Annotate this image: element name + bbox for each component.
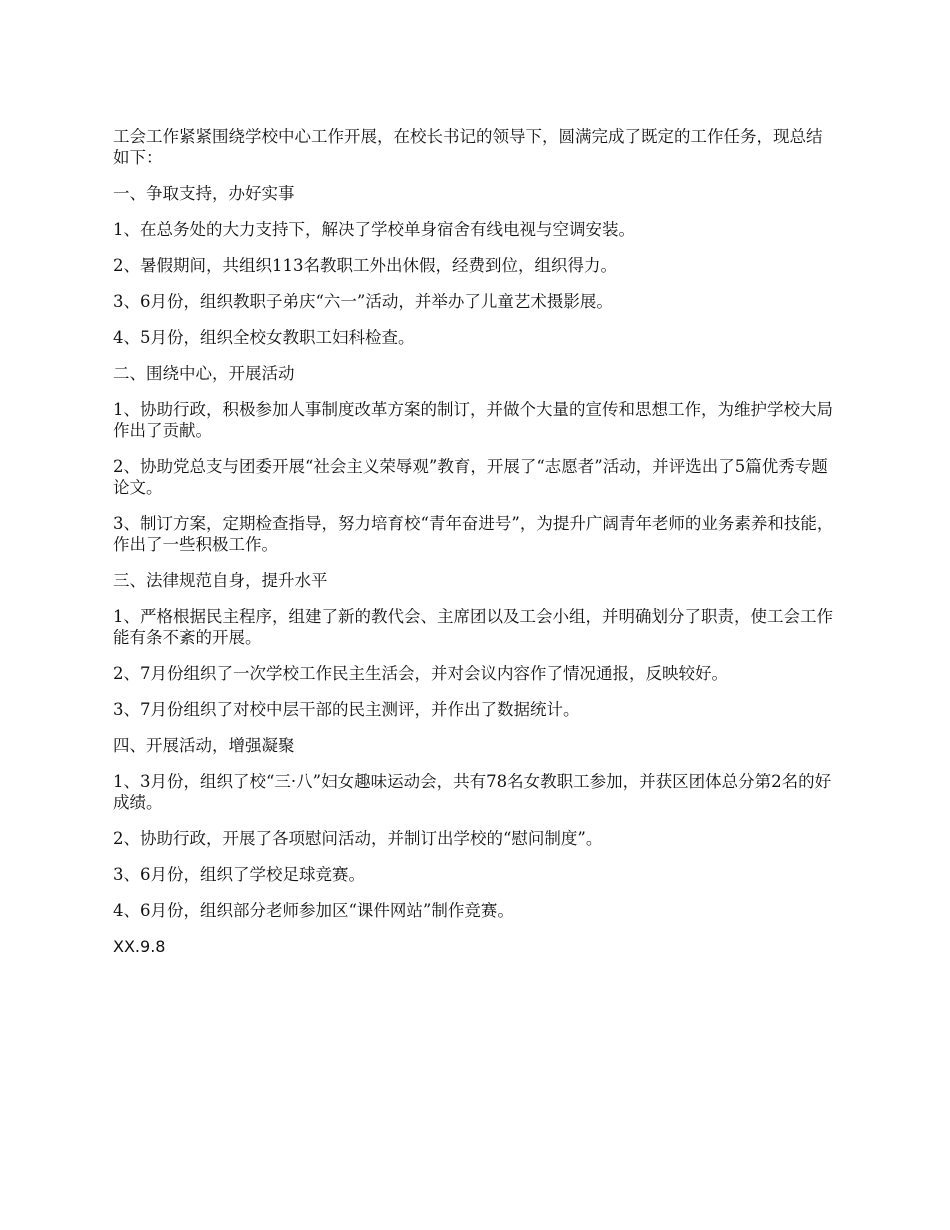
section-heading-4: 四、开展活动，增强凝聚 [113, 736, 295, 755]
list-item: 1、在总务处的大力支持下，解决了学校单身宿舍有线电视与空调安装。 [113, 220, 635, 239]
list-item: 2、7月份组织了一次学校工作民主生活会，并对会议内容作了情况通报，反映较好。 [113, 664, 728, 683]
list-item: 4、5月份，组织全校女教职工妇科检查。 [113, 328, 415, 347]
document-date: XX.9.8 [113, 937, 166, 956]
document-body [113, 126, 838, 972]
list-item: 3、6月份，组织了学校足球竞赛。 [113, 865, 365, 884]
section-heading-3: 三、法律规范自身，提升水平 [113, 571, 328, 590]
list-item: 3、6月份，组织教职子弟庆“六一”活动，并举办了儿童艺术摄影展。 [113, 292, 613, 311]
section-heading-1: 一、争取支持，办好实事 [113, 184, 295, 203]
list-item: 1、严格根据民主程序，组建了新的教代会、主席团以及工会小组，并明确划分了职责，使工会工作能有条不紊的开展。 [113, 607, 833, 647]
list-item: 4、6月份，组织部分老师参加区“课件网站”制作竞赛。 [113, 901, 514, 920]
list-item: 1、3月份，组织了校“三·八”妇女趣味运动会，共有78名女教职工参加，并获区团体总分第2名的好成绩。 [113, 772, 832, 812]
list-item: 3、7月份组织了对校中层干部的民主测评，并作出了数据统计。 [113, 700, 580, 719]
list-item: 2、暑假期间，共组织113名教职工外出休假，经费到位，组织得力。 [113, 256, 617, 275]
intro-paragraph: 工会工作紧紧围绕学校中心工作开展，在校长书记的领导下，圆满完成了既定的工作任务，现总结如下： [113, 127, 823, 167]
list-item: 2、协助行政，开展了各项慰问活动，并制订出学校的“慰问制度”。 [113, 829, 603, 848]
list-item: 2、协助党总支与团委开展“社会主义荣辱观”教育，开展了“志愿者”活动，并评选出了5篇优秀专题论文。 [113, 457, 828, 497]
list-item: 3、制订方案，定期检查指导，努力培育校“青年奋进号”，为提升广阔青年老师的业务素养和技能，作出了一些积极工作。 [113, 514, 834, 554]
list-item: 1、协助行政，积极参加人事制度改革方案的制订，并做个大量的宣传和思想工作，为维护学校大局作出了贡献。 [113, 400, 833, 440]
section-heading-2: 二、围绕中心，开展活动 [113, 364, 295, 383]
